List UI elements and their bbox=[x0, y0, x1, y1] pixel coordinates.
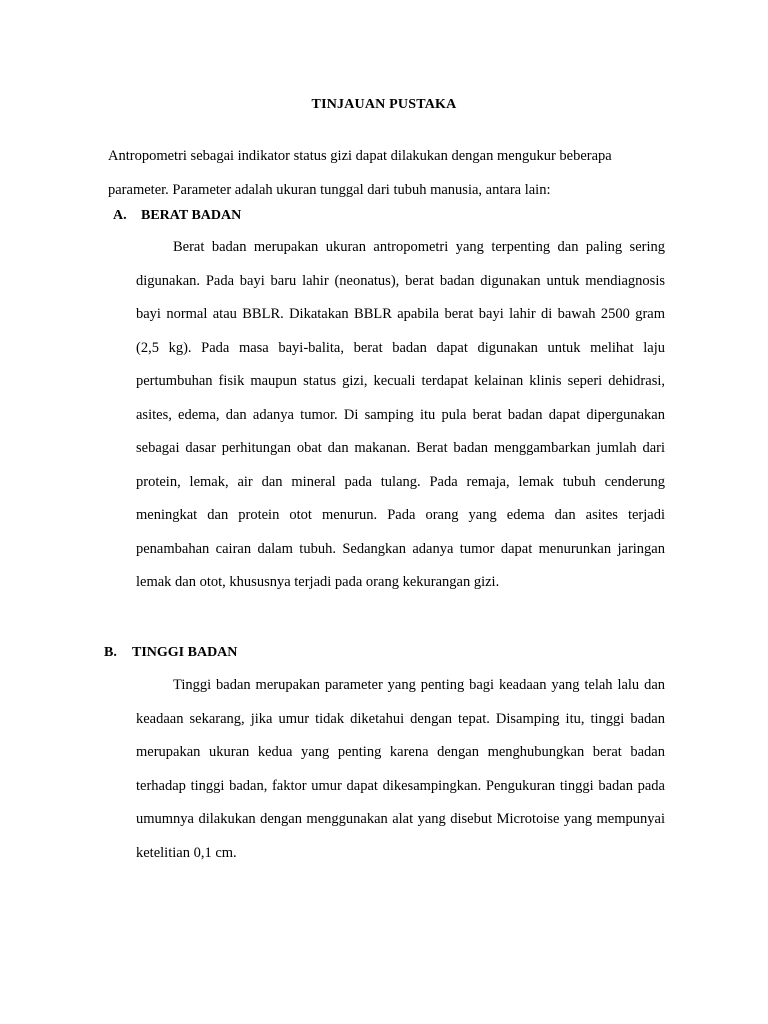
intro-line: parameter. Parameter adalah ukuran tunggal dari tubuh manusia, antara lain: bbox=[108, 181, 551, 198]
section-body-berat-badan bbox=[136, 231, 665, 600]
section-marker: A. bbox=[113, 208, 127, 223]
section-paragraph: Berat badan merupakan ukuran antropometri yang terpenting dan paling sering digunakan. Pada bayi baru lahir (neonatus), berat badan digunakan untuk mendiagnosis bayi normal atau BBLR. Dikatakan BBLR apabila berat bayi lahir di bawah 2500 gram (2,5 kg). Pada masa bayi-balita, berat badan dapat digunakan untuk melihat laju pertumbuhan fisik maupun status gizi, kecuali terdapat kelainan klinis seperi dehidrasi, asites, edema, dan adanya tumor. Di samping itu pula berat badan dapat dipergunakan sebagai dasar perhitungan obat dan makanan. Berat badan menggambarkan jumlah dari protein, lemak, air dan mineral pada tulang. Pada remaja, lemak tubuh cenderung meningkat dan protein otot menurun. Pada orang yang edema dan asites terjadi penambahan cairan dalam tubuh. Sedangkan adanya tumor dapat menurunkan jaringan lemak dan otot, khususnya terjadi pada orang kekurangan gizi. bbox=[136, 239, 665, 590]
intro-paragraph bbox=[108, 140, 668, 207]
section-paragraph: Tinggi badan merupakan parameter yang penting bagi keadaan yang telah lalu dan keadaan sekarang, jika umur tidak diketahui dengan tepat. Disamping itu, tinggi badan merupakan ukuran kedua yang penting karena dengan menghubungkan berat badan terhadap tinggi badan, faktor umur dapat dikesampingkan. Pengukuran tinggi badan pada umumnya dilakukan dengan menggunakan alat yang disebut Microtoise yang mempunyai ketelitian 0,1 cm. bbox=[136, 677, 665, 861]
section-body-tinggi-badan bbox=[136, 669, 665, 870]
section-heading-text: TINGGI BADAN bbox=[132, 645, 238, 660]
document-title: TINJAUAN PUSTAKA bbox=[311, 97, 457, 112]
intro-line: Antropometri sebagai indikator status gizi dapat dilakukan dengan mengukur beberapa bbox=[108, 148, 612, 164]
section-heading-berat-badan bbox=[113, 206, 241, 226]
section-heading-text: BERAT BADAN bbox=[141, 208, 242, 223]
section-heading-tinggi-badan bbox=[104, 643, 237, 663]
section-marker: B. bbox=[104, 645, 117, 660]
